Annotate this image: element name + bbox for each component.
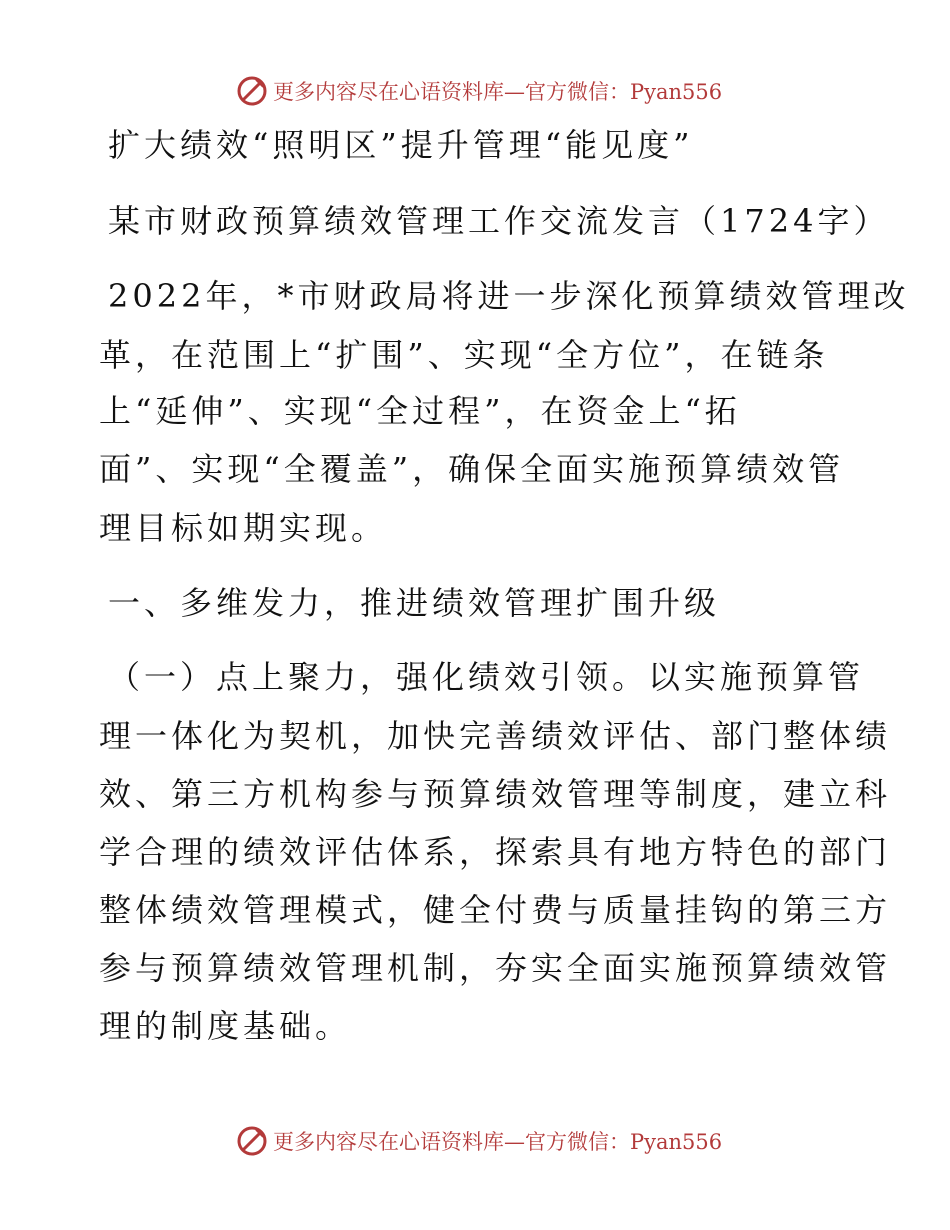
section-line: （一）点上聚力，强化绩效引领。以实施预算管 — [108, 658, 865, 696]
intro-line: 2022年，*市财政局将进一步深化预算绩效管理改 — [108, 277, 910, 315]
pen-circle-logo-icon — [235, 1124, 269, 1158]
intro-line: 面”、实现“全覆盖”，确保全面实施预算绩效管 — [99, 450, 845, 488]
section-line: 学合理的绩效评估体系，探索具有地方特色的部门 — [99, 833, 892, 871]
document-title: 扩大绩效“照明区”提升管理“能见度” — [108, 126, 694, 164]
watermark-header — [235, 71, 722, 111]
document-subtitle: 某市财政预算绩效管理工作交流发言（1724字） — [108, 202, 890, 240]
pen-circle-logo-icon — [235, 74, 269, 108]
section-line: 整体绩效管理模式，健全付费与质量挂钩的第三方 — [99, 891, 892, 929]
watermark-text: 更多内容尽在心语资料库—官方微信：Pyan556 — [273, 1130, 723, 1154]
section-line: 理的制度基础。 — [99, 1007, 352, 1045]
intro-line: 上“延伸”、实现“全过程”，在资金上“拓 — [99, 392, 741, 430]
section-line: 理一体化为契机，加快完善绩效评估、部门整体绩 — [99, 717, 892, 755]
watermark-text: 更多内容尽在心语资料库—官方微信：Pyan556 — [273, 80, 723, 104]
intro-line: 理目标如期实现。 — [99, 509, 388, 547]
section-line: 效、第三方机构参与预算绩效管理等制度，建立科 — [99, 775, 892, 813]
intro-line: 革，在范围上“扩围”、实现“全方位”，在链条 — [99, 336, 829, 374]
section-heading: 一、多维发力，推进绩效管理扩围升级 — [108, 584, 721, 622]
section-line: 参与预算绩效管理机制，夯实全面实施预算绩效管 — [99, 949, 892, 987]
watermark-footer — [235, 1121, 722, 1161]
